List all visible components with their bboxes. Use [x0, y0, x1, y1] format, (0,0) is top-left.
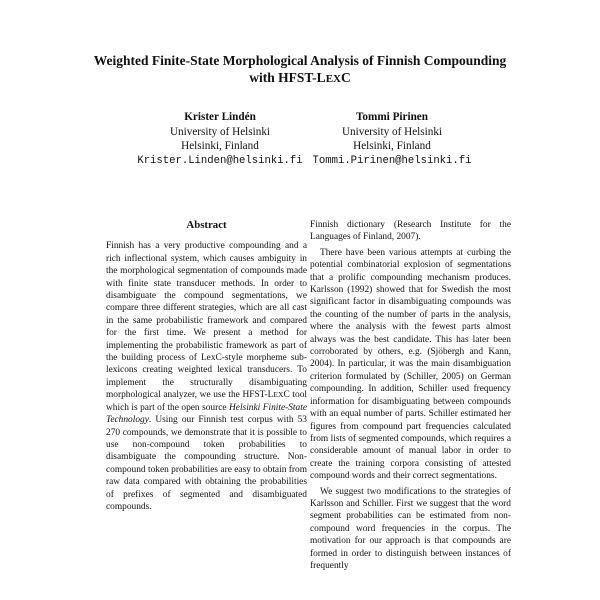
author-block-2	[272, 110, 512, 168]
title-line-2-end: C	[340, 70, 351, 85]
abstract-heading: Abstract	[186, 219, 227, 231]
title-line-2	[60, 69, 540, 88]
author-location: Helsinki, Finland	[181, 140, 259, 152]
author-name: Tommi Pirinen	[356, 111, 428, 123]
abstract-text-part-2: C tool which is part of the open source	[106, 390, 307, 413]
body-paragraph-2: There have been various attempts at curbing the potential combinatorial explosion of segmentations that a prolific compounding mechanism produces. Karlsson (1992) showed that for Swedish the most significant factor in disambiguating compounds was the counting of the number of parts in the analysis, where the analysis with the fewest parts almost always was the best candidate. This has later been corroborated by others, e.g. (Sjöbergh and Kann, 2004). In particular, it was the main disambiguation criterion formulated by (Schiller, 2005) on German compounding. In addition, Schiller used frequency information for disambiguating between compounds with an equal number of parts. Schiller estimated her figures from compound part frequencies calculated from lists of segmented compounds, which requires a considerable amount of manual labor in order to create the training corpora consisting of attested compound words and their correct segmentations.	[310, 247, 511, 482]
abstract-italic-text: Helsinki Finite-State Technology	[106, 402, 307, 426]
author-location: Helsinki, Finland	[353, 140, 431, 152]
left-column	[106, 219, 307, 513]
author-name: Krister Lindén	[184, 111, 256, 123]
abstract-text	[106, 240, 307, 513]
right-column	[310, 219, 511, 572]
title-line-1: Weighted Finite-State Morphological Analysis of Finnish Compounding	[93, 53, 507, 68]
title-small-caps: EX	[325, 73, 341, 85]
abstract-text-part-3: . Using our Finnish test corpus with 53 270 compounds, we demonstrate that it is possible to use non-compound token probabilities to disambiguate the compounding structure. Non-compound token probabilities are easy to obtain from raw data compared with obtaining the probabilities of prefixes of segmented and disambiguated compounds.	[106, 415, 307, 512]
abstract-small-caps: EX	[273, 390, 284, 400]
abstract-text-part-1: Finnish has a very productive compounding and a rich inflectional system, which causes ambiguity in the morphological segmentation of compounds made with finite state transducer methods. In order to disambiguate the compound segmentations, we compare three different strategies, which are all cast in the same probabilistic framework and compared for the first time. We present a method for implementing the probabilistic framework as part of the building process of LexC-style morpheme sub-lexicons creating weighted lexical transducers. To implement the structurally disambiguating morphological analyzer, we use the HFST-L	[106, 241, 307, 401]
author-affiliation: University of Helsinki	[341, 125, 443, 138]
body-paragraph-1: Finnish dictionary (Research Institute for the Languages of Finland, 2007).	[310, 220, 511, 243]
title-line-2-start: with HFST-L	[249, 70, 326, 85]
author-email[interactable]: Krister.Linden@helsinki.fi	[137, 154, 303, 167]
author-email[interactable]: Tommi.Pirinen@helsinki.fi	[312, 154, 472, 167]
paper-title	[60, 52, 540, 88]
author-affiliation: University of Helsinki	[169, 125, 271, 138]
body-paragraph-3: We suggest two modifications to the strategies of Karlsson and Schiller. First we suggest that the word segment probabilities can be estimated from non-compound word frequencies in the corpus. The motivation for our approach is that compounds are formed in order to distinguish between instances of frequently	[310, 486, 511, 571]
